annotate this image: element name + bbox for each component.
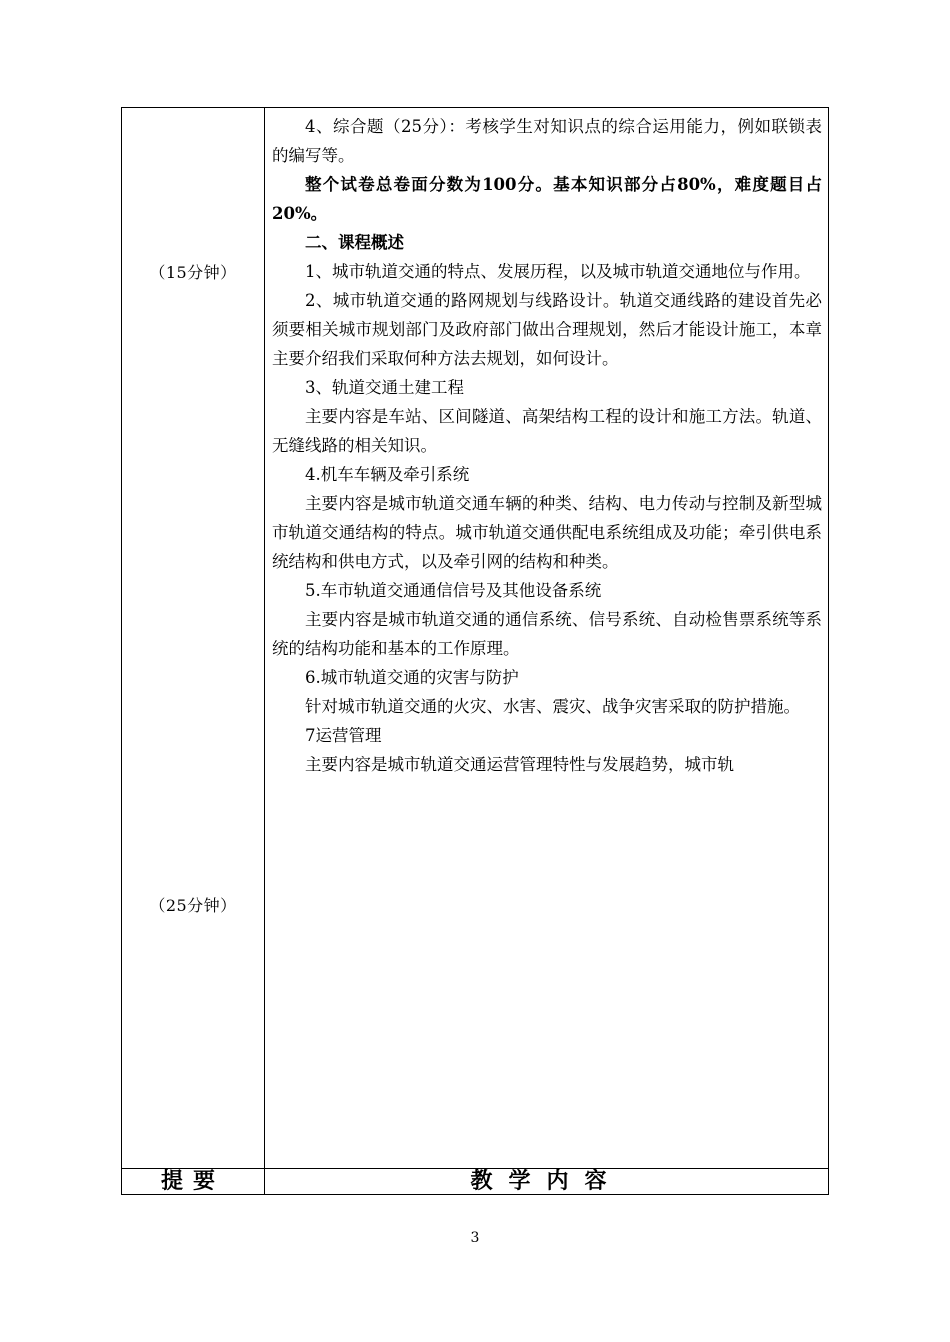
- footer-content-label: 教学内容: [470, 1168, 623, 1194]
- paragraph: 3、轨道交通土建工程: [305, 378, 464, 397]
- paragraph: 2、城市轨道交通的路网规划与线路设计。轨道交通线路的建设首先必须要相关城市规划部门及政府部门做出合理规划，然后才能设计施工，本章主要介绍我们采取何种方法去规划，如何设计。: [272, 291, 822, 368]
- page-number: 3: [470, 1230, 480, 1246]
- lesson-table: [121, 107, 829, 1195]
- paragraph-bold: 整个试卷总卷面分数为100分。基本知识部分占80%，难度题目占20%。: [272, 175, 822, 223]
- paragraph: 主要内容是车站、区间隧道、高架结构工程的设计和施工方法。轨道、无缝线路的相关知识。: [272, 407, 822, 455]
- paragraph: 主要内容是城市轨道交通车辆的种类、结构、电力传动与控制及新型城市轨道交通结构的特点。城市轨道交通供配电系统组成及功能；牵引供电系统结构和供电方式，以及牵引网的结构和种类。: [272, 494, 822, 571]
- footer-summary-label: 提要: [160, 1168, 225, 1194]
- time-note-25: （25分钟）: [149, 896, 237, 915]
- paragraph: 5.车市轨道交通通信信号及其他设备系统: [305, 581, 602, 600]
- paragraph: 6.城市轨道交通的灾害与防护: [305, 668, 519, 687]
- paragraph: 4.机车车辆及牵引系统: [305, 465, 470, 484]
- paragraph: 1、城市轨道交通的特点、发展历程，以及城市轨道交通地位与作用。: [305, 262, 811, 281]
- paragraph: 主要内容是城市轨道交通运营管理特性与发展趋势，城市轨: [305, 755, 734, 774]
- time-note-15: （15分钟）: [149, 263, 237, 282]
- column-divider: [264, 108, 265, 1168]
- paragraph: 4、综合题（25分）：考核学生对知识点的综合运用能力，例如联锁表的编写等。: [272, 117, 822, 165]
- teaching-content: [272, 112, 822, 779]
- paragraph: 7运营管理: [305, 726, 382, 745]
- paragraph: 主要内容是城市轨道交通的通信系统、信号系统、自动检售票系统等系统的结构功能和基本的工作原理。: [272, 610, 822, 658]
- section-heading: 二、课程概述: [305, 233, 404, 252]
- paragraph: 针对城市轨道交通的火灾、水害、震灾、战争灾害采取的防护措施。: [305, 697, 800, 716]
